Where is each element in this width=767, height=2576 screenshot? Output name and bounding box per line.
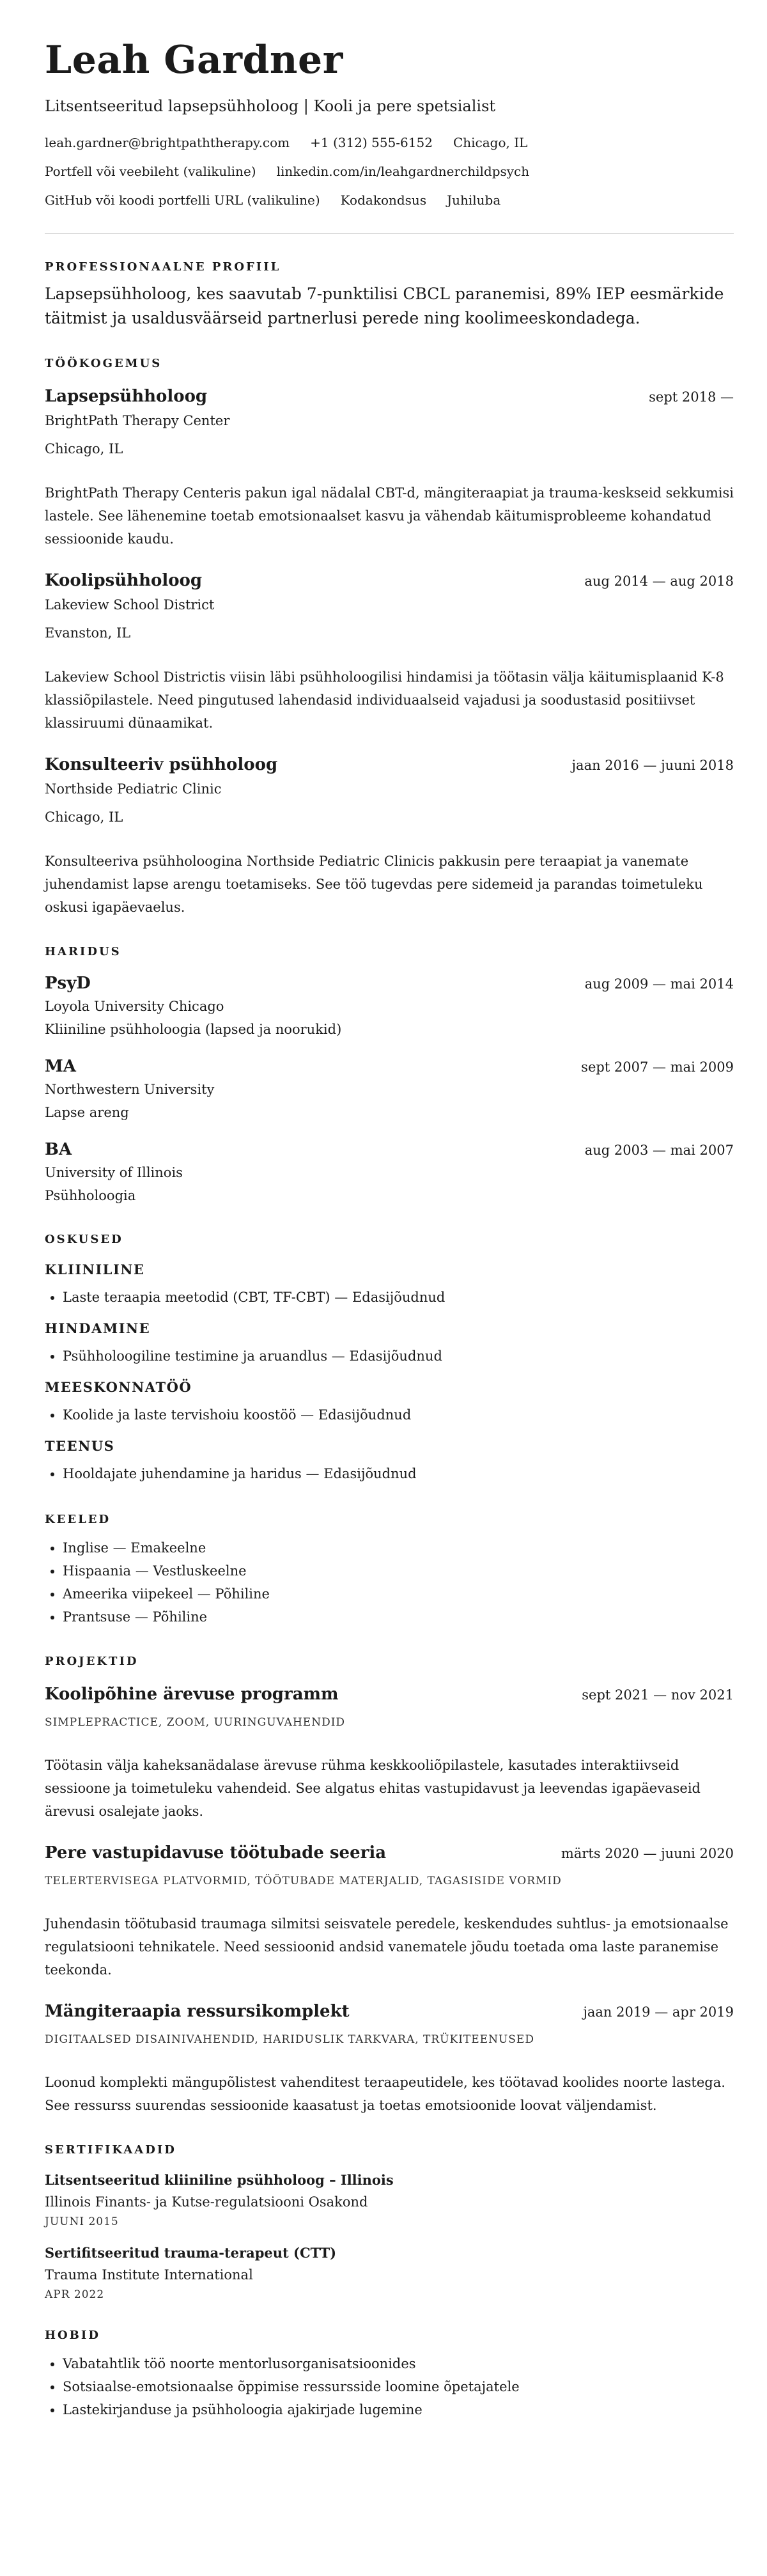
education-entry — [45, 1139, 734, 1205]
certifications-section-title: SERTIFIKAADID — [45, 2143, 176, 2157]
hobbies-section — [45, 2328, 734, 2421]
skill-category: KLIINILINE — [45, 1261, 145, 1277]
languages-section — [45, 1512, 734, 1628]
job-title: Koolipsühholoog — [45, 571, 203, 590]
profile-summary: Lapsepsühholoog, kes saavutab 7-punktilisi CBCL paranemisi, 89% IEP eesmärkide täitmist ja usaldusväärseid partnerlusi perede ning koolimeeskondadega. — [45, 285, 724, 327]
skill-group — [45, 1260, 734, 1309]
education-school: University of Illinois — [45, 1165, 183, 1180]
hobby-item: • Vabatahtlik töö noorte mentorlusorganisatsioonides — [63, 2352, 734, 2375]
job-location: Chicago, IL — [45, 809, 123, 825]
certification-issuer: Trauma Institute International — [45, 2267, 253, 2283]
job-description: BrightPath Therapy Centeris pakun igal nädalal CBT-d, mängiteraapiat ja trauma-keskseid sekkumisi lastele. See lähenemine toetab emotsionaalset kasvu ja vähendab käitumisprobleeme kohandatud sessioonide kaudu. — [45, 485, 734, 547]
hobby-item: • Lastekirjanduse ja psühholoogia ajakirjade lugemine — [63, 2398, 734, 2421]
certification-name: Litsentseeritud kliiniline psühholoog – Illinois — [45, 2172, 394, 2188]
language-item: • Ameerika viipekeel — Põhiline — [63, 1582, 734, 1605]
job-organization: Northside Pediatric Clinic — [45, 781, 222, 797]
project-tech: SIMPLEPRACTICE, ZOOM, UURINGUVAHENDID — [45, 1716, 346, 1729]
experience-section-title: TÖÖKOGEMUS — [45, 357, 162, 370]
education-section — [45, 944, 734, 1205]
skill-item: • Psühholoogiline testimine ja aruandlus — Edasijõudnud — [63, 1345, 734, 1368]
contact-line-primary — [45, 134, 734, 152]
education-entry — [45, 972, 734, 1039]
skill-group — [45, 1437, 734, 1485]
education-school: Loyola University Chicago — [45, 999, 224, 1014]
education-degree: BA — [45, 1140, 72, 1159]
project-description: Loonud komplekti mängupõlistest vahenditest teraapeutidele, kes töötavad koolides noorte lastega. See ressurss suurendas sessioonide kaasatust ja toetas emotsioonide loovat väljendamist. — [45, 2075, 725, 2113]
resume-content — [45, 37, 734, 2421]
skill-category: TEENUS — [45, 1438, 115, 1454]
education-entry — [45, 1056, 734, 1122]
contact-line-extra — [45, 191, 734, 209]
candidate-tagline: Litsentseeritud lapsepsühholoog | Kooli ja pere spetsialist — [45, 97, 496, 115]
education-field: Lapse areng — [45, 1105, 129, 1120]
skill-category: MEESKONNATÖÖ — [45, 1379, 192, 1395]
job-description: Lakeview School Districtis viisin läbi psühholoogilisi hindamisi ja töötasin välja käitumisplaanid K-8 klassiõpilastele. Need pingutused lahendasid individuaalseid vajadusi ja soodustasid positiivset klassiruumi dünaamikat. — [45, 669, 724, 731]
resume-header — [45, 37, 734, 234]
certification-name: Sertifitseeritud trauma-terapeut (CTT) — [45, 2245, 337, 2261]
language-item: • Inglise — Emakeelne — [63, 1536, 734, 1559]
job-title: Konsulteeriv psühholoog — [45, 755, 278, 774]
project-title: Pere vastupidavuse töötubade seeria — [45, 1843, 387, 1862]
certifications-section — [45, 2143, 734, 2302]
education-date: sept 2007 — mai 2009 — [581, 1059, 734, 1075]
project-date: jaan 2019 — apr 2019 — [583, 2004, 734, 2020]
education-degree: PsyD — [45, 974, 91, 993]
header-divider — [45, 233, 734, 234]
job-entry — [45, 386, 734, 550]
contact-location: Chicago, IL — [453, 135, 528, 150]
job-entry — [45, 754, 734, 919]
hobbies-section-title: HOBID — [45, 2329, 100, 2342]
project-title: Koolipõhine ärevuse programm — [45, 1685, 339, 1704]
certification-date: JUUNI 2015 — [45, 2215, 119, 2228]
contact-linkedin[interactable]: linkedin.com/in/leahgardnerchildpsych — [276, 164, 530, 179]
job-date: jaan 2016 — juuni 2018 — [571, 758, 734, 773]
education-field: Kliiniline psühholoogia (lapsed ja noorukid) — [45, 1022, 342, 1037]
certification-entry — [45, 2171, 734, 2229]
job-date: aug 2014 — aug 2018 — [584, 574, 734, 589]
job-organization: Lakeview School District — [45, 597, 215, 613]
projects-section — [45, 1654, 734, 2117]
skill-item: • Laste teraapia meetodid (CBT, TF-CBT) — Edasijõudnud — [63, 1286, 734, 1309]
job-date: sept 2018 — — [649, 389, 734, 405]
skills-section-title: OSKUSED — [45, 1233, 123, 1246]
education-date: aug 2009 — mai 2014 — [584, 976, 734, 992]
hobby-item: • Sotsiaalse-emotsionaalse õppimise ressursside loomine õpetajatele — [63, 2375, 734, 2398]
contact-line-links — [45, 162, 734, 180]
skill-item: • Hooldajate juhendamine ja haridus — Edasijõudnud — [63, 1462, 734, 1485]
contact-github[interactable]: GitHub või koodi portfelli URL (valikuline) — [45, 192, 320, 208]
experience-section — [45, 356, 734, 919]
language-item: • Prantsuse — Põhiline — [63, 1605, 734, 1628]
project-description: Töötasin välja kaheksanädalase ärevuse rühma keskkooliõpilastele, kasutades interaktiivseid sessioone ja toimetuleku vahendeid. See algatus ehitas vastupidavust ja leevendas igapäevaseid ärevusi osalejate jaoks. — [45, 1758, 701, 1819]
project-date: märts 2020 — juuni 2020 — [561, 1846, 734, 1861]
project-entry — [45, 2001, 734, 2117]
skill-category: HINDAMINE — [45, 1320, 151, 1336]
education-degree: MA — [45, 1057, 76, 1076]
project-title: Mängiteraapia ressursikomplekt — [45, 2002, 350, 2021]
project-tech: TELERTERVISEGA PLATVORMID, TÖÖTUBADE MATERJALID, TAGASISIDE VORMID — [45, 1875, 562, 1887]
education-date: aug 2003 — mai 2007 — [584, 1143, 734, 1158]
contact-phone[interactable]: +1 (312) 555-6152 — [310, 135, 433, 150]
job-location: Chicago, IL — [45, 441, 123, 457]
education-field: Psühholoogia — [45, 1188, 136, 1203]
contact-citizenship-value: Juhiluba — [447, 192, 501, 208]
certification-issuer: Illinois Finants- ja Kutse-regulatsiooni Osakond — [45, 2194, 368, 2210]
contact-email[interactable]: leah.gardner@brightpaththerapy.com — [45, 135, 290, 150]
education-school: Northwestern University — [45, 1082, 215, 1097]
job-entry — [45, 570, 734, 735]
candidate-name: Leah Gardner — [45, 38, 343, 82]
skill-group — [45, 1319, 734, 1368]
job-location: Evanston, IL — [45, 625, 131, 641]
certification-date: APR 2022 — [45, 2288, 105, 2301]
projects-section-title: PROJEKTID — [45, 1655, 139, 1668]
job-organization: BrightPath Therapy Center — [45, 413, 230, 428]
profile-section-title: PROFESSIONAALNE PROFIIL — [45, 260, 281, 274]
contact-citizenship-label: Kodakondsus — [340, 192, 427, 208]
profile-section — [45, 260, 734, 331]
language-item: • Hispaania — Vestluskeelne — [63, 1559, 734, 1582]
contact-portfolio[interactable]: Portfell või veebileht (valikuline) — [45, 164, 256, 179]
education-section-title: HARIDUS — [45, 945, 121, 958]
skills-section — [45, 1232, 734, 1485]
project-description: Juhendasin töötubasid traumaga silmitsi seisvatele peredele, keskendudes suhtlus- ja emotsionaalse regulatsiooni tehnikatele. Need sessioonid andsid vanematele jõudu toetada oma laste paranemise teekonda. — [45, 1916, 729, 1978]
skill-item: • Koolide ja laste tervishoiu koostöö — Edasijõudnud — [63, 1403, 734, 1426]
job-title: Lapsepsühholoog — [45, 387, 208, 406]
project-entry — [45, 1683, 734, 1823]
job-description: Konsulteeriva psühholoogina Northside Pediatric Clinicis pakkusin pere teraapiat ja vanemate juhendamist lapse arengu toetamiseks. See töö tugevdas pere sidemeid ja parandas toimetuleku oskusi igapäevaelus. — [45, 854, 703, 915]
project-entry — [45, 1842, 734, 1981]
languages-section-title: KEELED — [45, 1513, 111, 1526]
project-date: sept 2021 — nov 2021 — [582, 1687, 734, 1703]
project-tech: DIGITAALSED DISAINIVAHENDID, HARIDUSLIK TARKVARA, TRÜKITEENUSED — [45, 2033, 534, 2046]
certification-entry — [45, 2244, 734, 2302]
skill-group — [45, 1378, 734, 1426]
